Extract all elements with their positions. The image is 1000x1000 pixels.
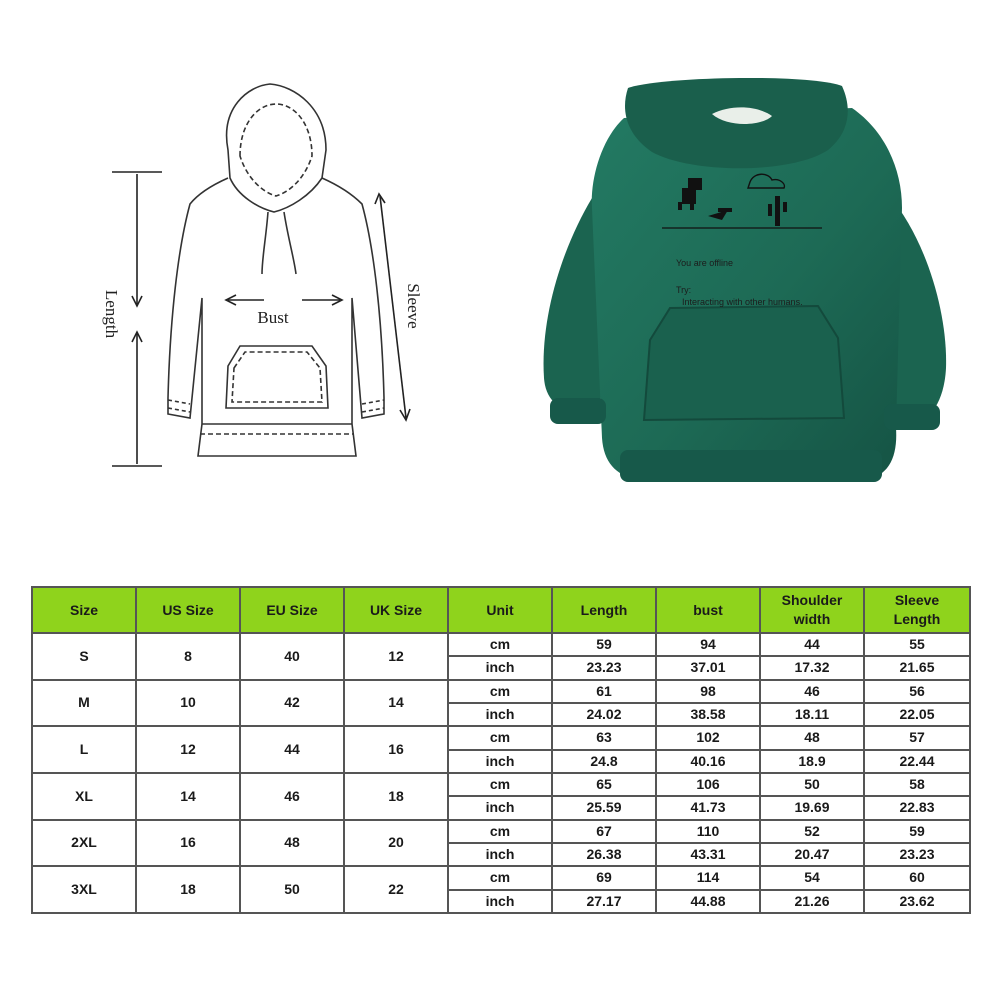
print-line-try: Try: <box>676 285 692 295</box>
sleeve-length-cell: 23.23 <box>864 843 970 866</box>
table-row <box>32 773 970 796</box>
header-eu-size: EU Size <box>240 587 344 633</box>
bust-cell: 110 <box>656 820 760 843</box>
sleeve-length-cell: 55 <box>864 633 970 656</box>
header-uk-size: UK Size <box>344 587 448 633</box>
sleeve-length-cell: 60 <box>864 866 970 889</box>
unit-cell: cm <box>448 680 552 703</box>
us-size-cell: 12 <box>136 726 240 773</box>
bust-cell: 102 <box>656 726 760 749</box>
unit-cell: inch <box>448 750 552 773</box>
size-cell: L <box>32 726 136 773</box>
hoodie-outline-drawing <box>90 78 423 478</box>
length-cell: 24.02 <box>552 703 656 726</box>
length-cell: 23.23 <box>552 656 656 679</box>
sleeve-length-cell: 23.62 <box>864 890 970 913</box>
shoulder-width-cell: 44 <box>760 633 864 656</box>
length-cell: 65 <box>552 773 656 796</box>
unit-cell: inch <box>448 890 552 913</box>
sleeve-length-cell: 22.05 <box>864 703 970 726</box>
bust-cell: 38.58 <box>656 703 760 726</box>
header-length: Length <box>552 587 656 633</box>
shoulder-width-cell: 19.69 <box>760 796 864 819</box>
unit-cell: inch <box>448 656 552 679</box>
unit-cell: cm <box>448 866 552 889</box>
length-cell: 61 <box>552 680 656 703</box>
bust-cell: 106 <box>656 773 760 796</box>
us-size-cell: 14 <box>136 773 240 820</box>
length-cell: 27.17 <box>552 890 656 913</box>
shoulder-width-cell: 52 <box>760 820 864 843</box>
table-row <box>32 633 970 656</box>
us-size-cell: 10 <box>136 680 240 727</box>
bust-cell: 98 <box>656 680 760 703</box>
header-shoulder-width: Shoulder width <box>760 587 864 633</box>
table-row <box>32 820 970 843</box>
sleeve-length-cell: 59 <box>864 820 970 843</box>
unit-cell: cm <box>448 820 552 843</box>
bust-cell: 44.88 <box>656 890 760 913</box>
size-cell: M <box>32 680 136 727</box>
green-hoodie-image <box>532 78 952 498</box>
length-cell: 26.38 <box>552 843 656 866</box>
length-label: Length <box>102 289 121 339</box>
unit-cell: cm <box>448 633 552 656</box>
length-cell: 63 <box>552 726 656 749</box>
bust-cell: 37.01 <box>656 656 760 679</box>
hoodie-measurement-diagram <box>90 78 423 478</box>
shoulder-width-cell: 46 <box>760 680 864 703</box>
length-cell: 67 <box>552 820 656 843</box>
uk-size-cell: 22 <box>344 866 448 913</box>
eu-size-cell: 48 <box>240 820 344 867</box>
sleeve-length-cell: 58 <box>864 773 970 796</box>
shoulder-width-cell: 17.32 <box>760 656 864 679</box>
us-size-cell: 18 <box>136 866 240 913</box>
sleeve-length-cell: 22.44 <box>864 750 970 773</box>
header-size: Size <box>32 587 136 633</box>
uk-size-cell: 16 <box>344 726 448 773</box>
us-size-cell: 8 <box>136 633 240 680</box>
unit-cell: cm <box>448 726 552 749</box>
size-cell: S <box>32 633 136 680</box>
eu-size-cell: 50 <box>240 866 344 913</box>
eu-size-cell: 44 <box>240 726 344 773</box>
uk-size-cell: 18 <box>344 773 448 820</box>
uk-size-cell: 12 <box>344 633 448 680</box>
shoulder-width-cell: 54 <box>760 866 864 889</box>
header-unit: Unit <box>448 587 552 633</box>
header-bust: bust <box>656 587 760 633</box>
eu-size-cell: 46 <box>240 773 344 820</box>
shoulder-width-cell: 48 <box>760 726 864 749</box>
bust-cell: 114 <box>656 866 760 889</box>
bust-cell: 94 <box>656 633 760 656</box>
sleeve-length-cell: 56 <box>864 680 970 703</box>
unit-cell: cm <box>448 773 552 796</box>
sleeve-label: Sleeve <box>404 283 423 329</box>
eu-size-cell: 40 <box>240 633 344 680</box>
table-row <box>32 680 970 703</box>
table-row <box>32 866 970 889</box>
size-cell: 3XL <box>32 866 136 913</box>
unit-cell: inch <box>448 843 552 866</box>
header-us-size: US Size <box>136 587 240 633</box>
product-photo-green-hoodie <box>532 78 952 498</box>
shoulder-width-cell: 18.9 <box>760 750 864 773</box>
print-line-humans: Interacting with other humans. <box>682 297 803 307</box>
us-size-cell: 16 <box>136 820 240 867</box>
uk-size-cell: 14 <box>344 680 448 727</box>
eu-size-cell: 42 <box>240 680 344 727</box>
table-header-row <box>32 587 970 633</box>
uk-size-cell: 20 <box>344 820 448 867</box>
size-cell: 2XL <box>32 820 136 867</box>
length-cell: 69 <box>552 866 656 889</box>
bust-cell: 41.73 <box>656 796 760 819</box>
header-sleeve-length: Sleeve Length <box>864 587 970 633</box>
shoulder-width-cell: 21.26 <box>760 890 864 913</box>
sleeve-length-cell: 21.65 <box>864 656 970 679</box>
table-body <box>32 633 970 913</box>
shoulder-width-cell: 18.11 <box>760 703 864 726</box>
sleeve-length-cell: 57 <box>864 726 970 749</box>
print-line-offline: You are offline <box>676 258 734 268</box>
unit-cell: inch <box>448 796 552 819</box>
size-cell: XL <box>32 773 136 820</box>
bust-label: Bust <box>257 308 289 327</box>
shoulder-width-cell: 20.47 <box>760 843 864 866</box>
length-cell: 25.59 <box>552 796 656 819</box>
unit-cell: inch <box>448 703 552 726</box>
bust-cell: 40.16 <box>656 750 760 773</box>
sleeve-length-cell: 22.83 <box>864 796 970 819</box>
shoulder-width-cell: 50 <box>760 773 864 796</box>
table-row <box>32 726 970 749</box>
length-cell: 24.8 <box>552 750 656 773</box>
size-chart-table <box>31 586 971 914</box>
length-cell: 59 <box>552 633 656 656</box>
bust-cell: 43.31 <box>656 843 760 866</box>
